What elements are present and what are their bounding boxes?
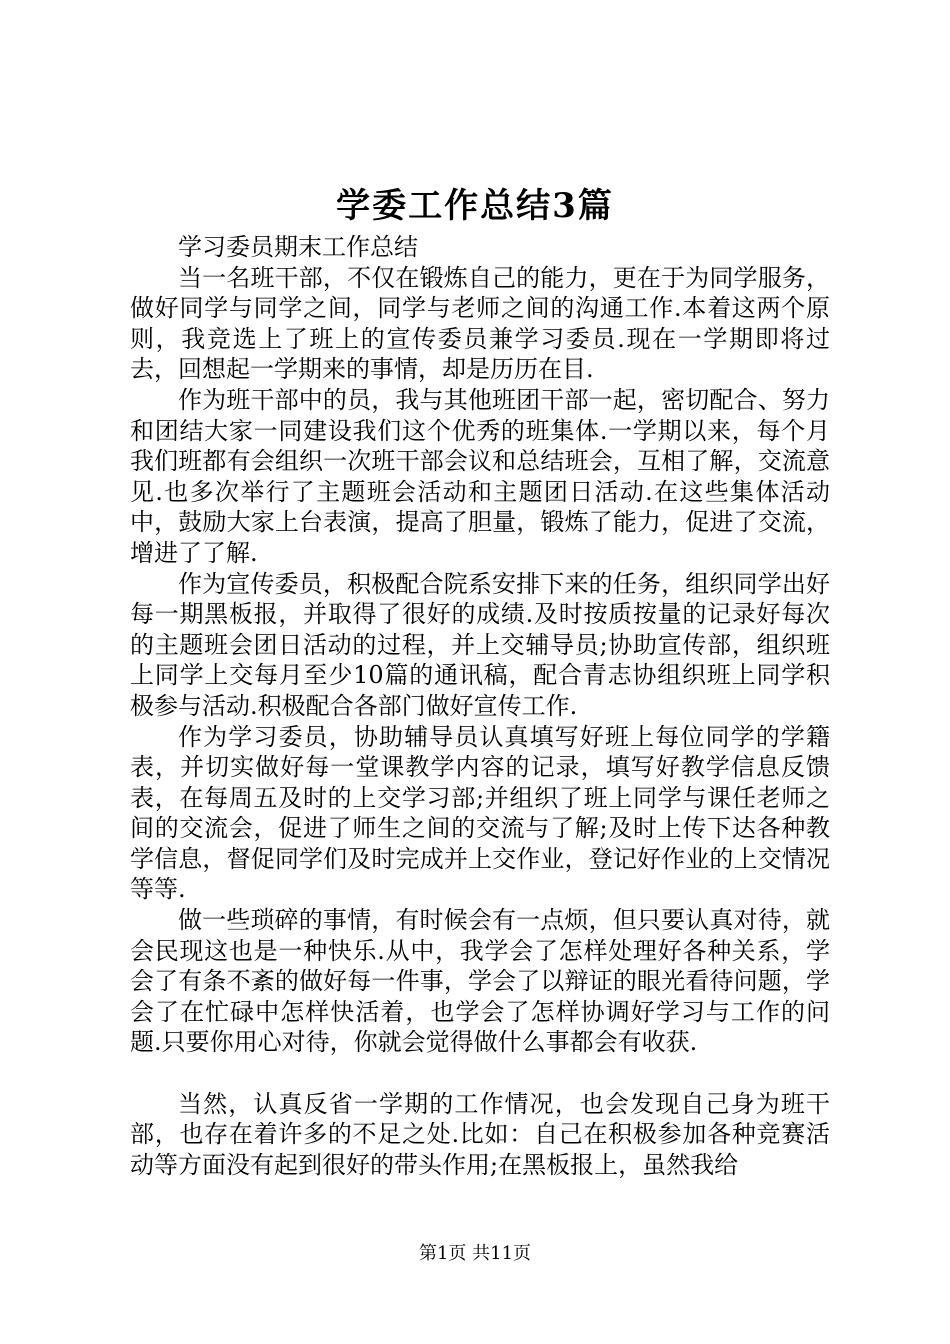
section-subheading: 学习委员期末工作总结 — [178, 233, 418, 261]
paragraph-5: 做一些琐碎的事情，有时候会有一点烦，但只要认真对待，就会民现这也是一种快乐.从中，我学会了怎样处理好各种关系，学会了有条不紊的做好每一件事，学会了以辩证的眼光看待问题，学会了在忙碌中怎样快活着，也学会了怎样协调好学习与工作的问题.只要你用心对待，你就会觉得做什么事都会有收获. — [130, 906, 830, 1057]
paragraph-1: 当一名班干部，不仅在锻炼自己的能力，更在于为同学服务，做好同学与同学之间，同学与老师之间的沟通工作.本着这两个原则，我竞选上了班上的宣传委员兼学习委员.现在一学期即将过去，回想起一学期来的事情，却是历历在目. — [130, 263, 830, 384]
paragraph-6: 当然，认真反省一学期的工作情况，也会发现自己身为班干部，也存在着许多的不足之处.比如：自己在积极参加各种竞赛活动等方面没有起到很好的带头作用;在黑板报上，虽然我给 — [130, 1089, 830, 1179]
paragraph-4: 作为学习委员，协助辅导员认真填写好班上每位同学的学籍表，并切实做好每一堂课教学内容的记录，填写好教学信息反馈表，在每周五及时的上交学习部;并组织了班上同学与课任老师之间的交流会，促进了师生之间的交流与了解;及时上传下达各种教学信息，督促同学们及时完成并上交作业，登记好作业的上交情况等等. — [130, 722, 830, 904]
page-indicator: 第1页 共11页 — [418, 1243, 532, 1264]
paragraph-2: 作为班干部中的员，我与其他班团干部一起，密切配合、努力和团结大家一同建设我们这个优秀的班集体.一学期以来，每个月我们班都有会组织一次班干部会议和总结班会，互相了解，交流意见.也多次举行了主题班会活动和主题团日活动.在这些集体活动中，鼓励大家上台表演，提高了胆量，锻炼了能力，促进了交流，增进了了解. — [130, 385, 830, 567]
document-body — [130, 232, 830, 1180]
paragraph-3: 作为宣传委员，积极配合院系安排下来的任务，组织同学出好每一期黑板报，并取得了很好的成绩.及时按质按量的记录好每次的主题班会团日活动的过程，并上交辅导员;协助宣传部，组织班上同学上交每月至少10篇的通讯稿，配合青志协组织班上同学积极参与活动.积极配合各部门做好宣传工作. — [130, 569, 830, 720]
document-title: 学委工作总结3篇 — [336, 186, 614, 226]
